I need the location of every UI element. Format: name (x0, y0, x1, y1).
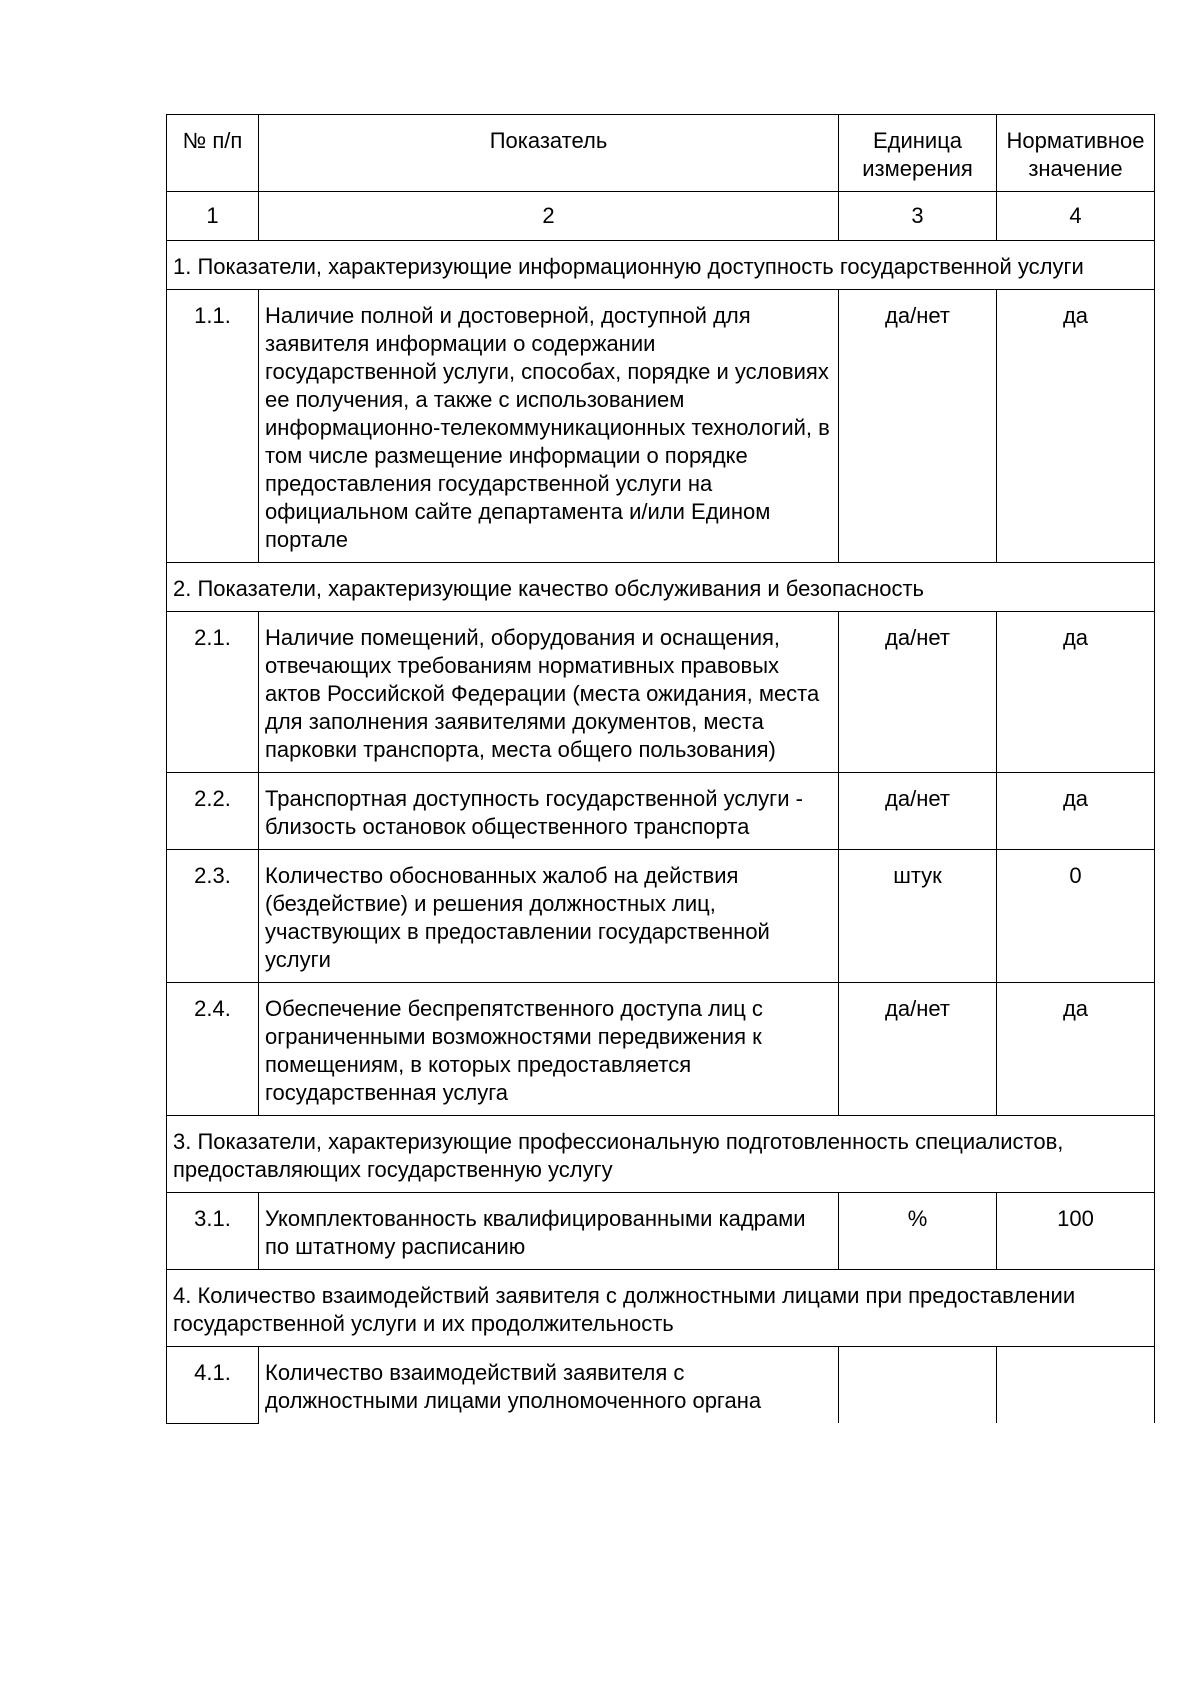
row-indicator: Наличие полной и достоверной, доступной для заявителя информации о содержании государственной услуги, способах, порядке и условиях ее получения, а также с использованием информационно-телекоммуникационных технологий, в том числе размещение информации о порядке предоставления государственной услуги на официальном сайте департамента и/или Едином портале (259, 290, 839, 563)
row-number: 2.1. (167, 612, 259, 773)
row-unit (839, 1347, 997, 1424)
section-row (167, 1116, 1155, 1193)
table-row (167, 1347, 1155, 1424)
table-row (167, 850, 1155, 983)
row-unit: штук (839, 850, 997, 983)
row-value (997, 1347, 1155, 1424)
row-unit: % (839, 1193, 997, 1270)
table-row (167, 773, 1155, 850)
row-number: 4.1. (167, 1347, 259, 1424)
row-number: 1.1. (167, 290, 259, 563)
row-unit: да/нет (839, 773, 997, 850)
column-number: 2 (259, 192, 839, 241)
row-unit: да/нет (839, 612, 997, 773)
section-row (167, 1270, 1155, 1347)
row-indicator: Количество обоснованных жалоб на действия (бездействие) и решения должностных лиц, участвующих в предоставлении государственной услуги (259, 850, 839, 983)
row-indicator: Укомплектованность квалифицированными кадрами по штатному расписанию (259, 1193, 839, 1270)
header-norm: Нормативное значение (997, 115, 1155, 192)
row-value: да (997, 612, 1155, 773)
section-title: 1. Показатели, характеризующие информационную доступность государственной услуги (167, 241, 1155, 290)
table-row (167, 612, 1155, 773)
column-number: 3 (839, 192, 997, 241)
row-indicator: Количество взаимодействий заявителя с должностными лицами уполномоченного органа (259, 1347, 839, 1424)
row-indicator: Обеспечение беспрепятственного доступа лиц с ограниченными возможностями передвижения к помещениям, в которых предоставляется государственная услуга (259, 983, 839, 1116)
row-indicator: Наличие помещений, оборудования и оснащения, отвечающих требованиям нормативных правовых актов Российской Федерации (места ожидания, места для заполнения заявителями документов, места парковки транспорта, места общего пользования) (259, 612, 839, 773)
row-number: 2.2. (167, 773, 259, 850)
table-row (167, 1193, 1155, 1270)
column-number: 1 (167, 192, 259, 241)
table-row (167, 983, 1155, 1116)
column-number: 4 (997, 192, 1155, 241)
row-unit: да/нет (839, 290, 997, 563)
header-indicator: Показатель (259, 115, 839, 192)
row-unit: да/нет (839, 983, 997, 1116)
section-title: 3. Показатели, характеризующие профессиональную подготовленность специалистов, предоставляющих государственную услугу (167, 1116, 1155, 1193)
section-title: 2. Показатели, характеризующие качество обслуживания и безопасность (167, 563, 1155, 612)
row-value: 100 (997, 1193, 1155, 1270)
table-header-row (167, 115, 1155, 192)
table-row (167, 290, 1155, 563)
header-num: № п/п (167, 115, 259, 192)
row-value: 0 (997, 850, 1155, 983)
row-number: 2.3. (167, 850, 259, 983)
row-number: 2.4. (167, 983, 259, 1116)
row-indicator: Транспортная доступность государственной услуги - близость остановок общественного транспорта (259, 773, 839, 850)
header-unit: Единица измерения (839, 115, 997, 192)
section-row (167, 241, 1155, 290)
row-value: да (997, 983, 1155, 1116)
column-numbers-row (167, 192, 1155, 241)
section-title: 4. Количество взаимодействий заявителя с должностными лицами при предоставлении государственной услуги и их продолжительность (167, 1270, 1155, 1347)
row-value: да (997, 290, 1155, 563)
row-number: 3.1. (167, 1193, 259, 1270)
row-value: да (997, 773, 1155, 850)
indicators-table (166, 114, 1155, 1424)
section-row (167, 563, 1155, 612)
